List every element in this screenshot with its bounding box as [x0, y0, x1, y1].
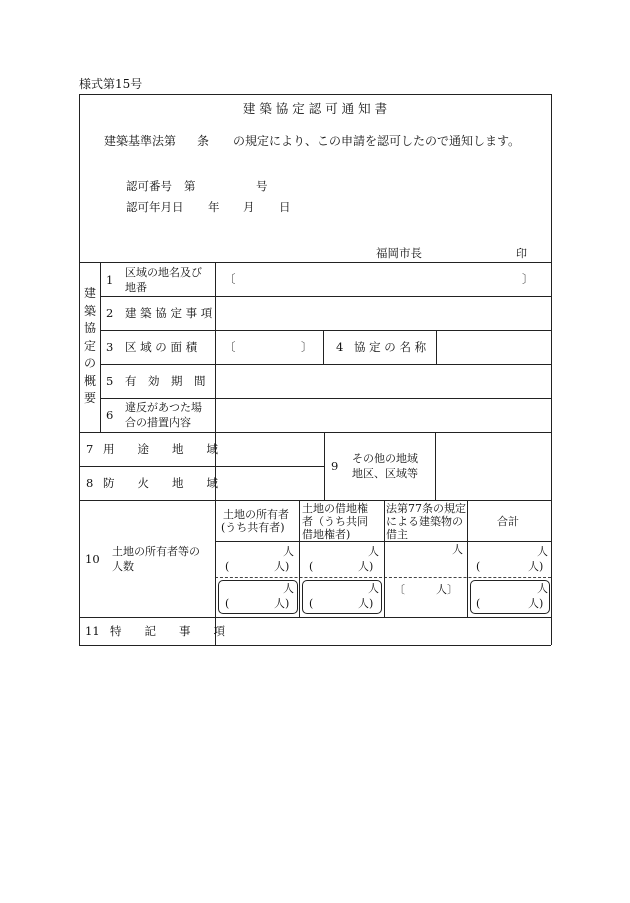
- col2-header-line3: 借地権者): [302, 528, 351, 541]
- row5-number: 5: [106, 374, 114, 388]
- row10-label-line2: 人数: [112, 560, 134, 573]
- col4-header: 合計: [497, 515, 519, 528]
- row6-label-line2: 合の措置内容: [125, 416, 191, 429]
- col4-unit-lower: 人: [537, 582, 548, 595]
- col1-unit-lower: 人: [283, 582, 294, 595]
- col2-header-line1: 土地の借地権: [302, 502, 368, 515]
- permit-month: 月: [243, 200, 255, 214]
- summary-label-4: 定: [83, 338, 96, 353]
- col3-header-line1: 法第77条の規定: [386, 502, 466, 515]
- row1-label-line2: 地番: [125, 281, 147, 294]
- col1-paren-close: 人): [274, 560, 290, 573]
- summary-label-1: 建: [83, 286, 96, 300]
- row9-label-line2: 地区、区域等: [352, 467, 418, 480]
- rule-summary-col: [100, 262, 101, 432]
- row9-label-line1: その他の地域: [352, 452, 418, 465]
- row10-number: 10: [85, 552, 100, 566]
- permit-year: 年: [208, 200, 220, 214]
- row1-label-line1: 区域の地名及び: [125, 266, 202, 279]
- summary-label-7: 要: [83, 391, 96, 405]
- rule-header-bottom: [79, 262, 551, 263]
- rule-row2: [100, 330, 551, 331]
- col4-paren-close: 人): [528, 560, 544, 573]
- issuer-seal: 印: [516, 247, 527, 260]
- intro-law: 建築基準法第: [104, 134, 177, 148]
- rule-zone-mid: [324, 432, 325, 500]
- col2-paren-close-lower: 人): [358, 597, 374, 610]
- rule-owners-header: [215, 541, 551, 542]
- col3-header-line3: 借主: [386, 528, 408, 541]
- row4-number: 4: [336, 340, 344, 354]
- intro-article: 条: [197, 134, 210, 148]
- rule-zone-bottom: [79, 500, 551, 501]
- intro-text: の規定により、この申請を認可したので通知します。: [233, 134, 521, 148]
- row3-label: 区 域 の 面 積: [125, 340, 198, 354]
- rule-owners-bottom: [79, 617, 551, 618]
- summary-label-2: 築: [83, 303, 96, 318]
- col2-unit: 人: [368, 545, 379, 558]
- col4-unit: 人: [537, 545, 548, 558]
- form-border-bottom: [79, 645, 551, 646]
- summary-label-6: 概: [83, 373, 96, 388]
- col2-paren-open: (: [309, 560, 314, 573]
- issuer-name: 福岡市長: [376, 246, 422, 260]
- row11-number: 11: [85, 624, 100, 638]
- col2-header-line2: 者（うち共同: [302, 515, 368, 528]
- row7-label: 用 途 地 域: [103, 442, 218, 456]
- col1-header-line2: (うち共有者): [221, 521, 285, 534]
- col1-unit: 人: [283, 545, 294, 558]
- row4-label: 協 定 の 名 称: [354, 340, 427, 354]
- col1-paren-open: (: [225, 560, 230, 573]
- row8-number: 8: [86, 476, 94, 490]
- permit-number-suffix: 号: [256, 179, 268, 193]
- permit-date-label: 認可年月日: [126, 200, 184, 214]
- col4-paren-close-lower: 人): [528, 597, 544, 610]
- col1-header-line1: 土地の所有者: [223, 508, 289, 521]
- row5-label: 有 効 期 間: [125, 374, 206, 388]
- col1-paren-open-lower: (: [225, 597, 230, 610]
- row10-label-line1: 土地の所有者等の: [112, 545, 200, 558]
- col3-header-line2: による建築物の: [386, 515, 463, 528]
- form-border-right: [551, 94, 552, 645]
- col2-paren-close: 人): [358, 560, 374, 573]
- col1-paren-close-lower: 人): [274, 597, 290, 610]
- rule-owners-dash: [215, 577, 551, 578]
- row1-bracket-close: 〕: [522, 272, 534, 286]
- form-border-top: [79, 94, 551, 95]
- rule-area-mid: [323, 330, 324, 364]
- rule-row7: [79, 466, 324, 467]
- row7-number: 7: [86, 442, 94, 456]
- col3-bracket-open: 〔: [394, 583, 405, 596]
- row6-number: 6: [106, 408, 114, 422]
- rule-zone-right: [435, 432, 436, 500]
- permit-number-prefix: 第: [184, 179, 196, 193]
- rule-owners-col4: [467, 500, 468, 617]
- row2-label: 建 築 協 定 事 項: [125, 306, 213, 320]
- rule-row1: [100, 296, 551, 297]
- col2-unit-lower: 人: [368, 582, 379, 595]
- form-border-left: [79, 94, 80, 645]
- col2-paren-open-lower: (: [309, 597, 314, 610]
- permit-day: 日: [279, 200, 291, 214]
- row8-label: 防 火 地 域: [103, 476, 218, 490]
- rule-row3: [100, 364, 551, 365]
- summary-label-5: の: [83, 356, 96, 370]
- col3-unit: 人: [452, 543, 463, 556]
- row1-bracket-open: 〔: [224, 272, 236, 286]
- rule-owners-col2: [299, 500, 300, 617]
- rule-area-name: [436, 330, 437, 364]
- row1-number: 1: [106, 273, 114, 287]
- summary-label-3: 協: [83, 321, 96, 335]
- row2-number: 2: [106, 306, 114, 320]
- col3-bracket-close: 人〕: [436, 583, 458, 596]
- form-number: 様式第15号: [79, 77, 143, 91]
- rule-row5: [100, 398, 551, 399]
- row11-label: 特 記 事 項: [110, 624, 225, 638]
- permit-number-label: 認可番号: [126, 179, 172, 193]
- row3-number: 3: [106, 340, 114, 354]
- rule-summary-bottom: [79, 432, 551, 433]
- col4-paren-open: (: [476, 560, 481, 573]
- row3-bracket-open: 〔: [224, 340, 236, 354]
- rule-owners-col3: [384, 500, 385, 617]
- row6-label-line1: 違反があつた場: [125, 401, 202, 414]
- col4-paren-open-lower: (: [476, 597, 481, 610]
- row9-number: 9: [331, 459, 339, 473]
- row3-bracket-close: 〕: [301, 340, 313, 354]
- document-title: 建 築 協 定 認 可 通 知 書: [242, 101, 388, 116]
